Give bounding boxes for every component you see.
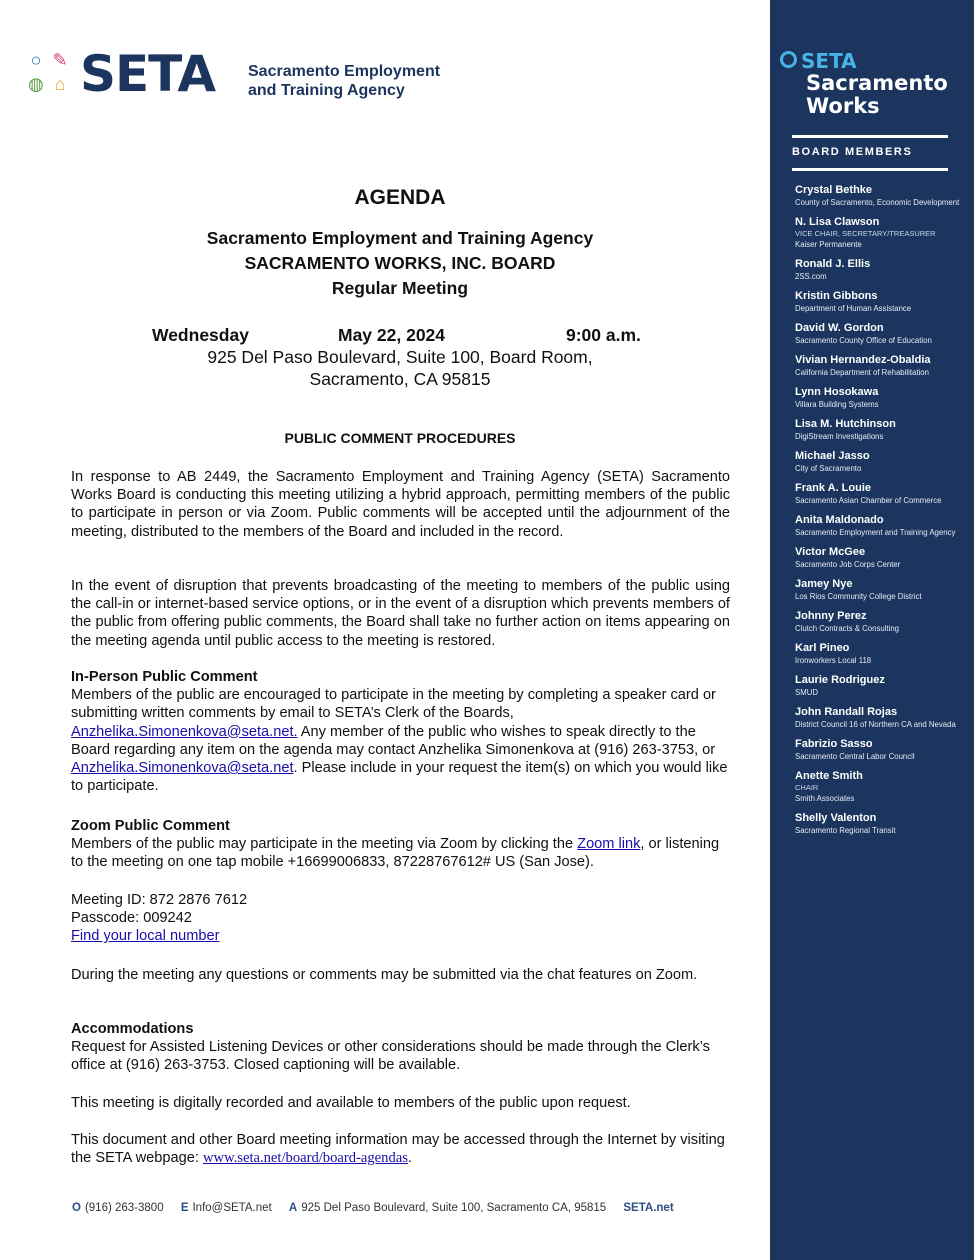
member-affiliation: Sacramento Asian Chamber of Commerce (795, 496, 942, 505)
footer-phone (72, 1202, 164, 1214)
member-name: N. Lisa Clawson (795, 216, 880, 228)
meeting-time: 9:00 a.m. (566, 325, 641, 345)
sidebar-brand-line2: Works (806, 94, 880, 118)
board-member (795, 545, 970, 570)
footer-email-label: E (180, 1202, 189, 1214)
zoom-link[interactable]: Zoom link (577, 836, 641, 853)
sacramento-works-logo (780, 50, 970, 118)
pencil-icon: ✎ (52, 50, 68, 70)
board-member (795, 417, 970, 442)
board-member (795, 183, 970, 208)
member-name: Karl Pineo (795, 642, 850, 654)
agency-name: Sacramento Employment and Training Agency (206, 228, 594, 248)
sidebar-brand-line1: Sacramento (806, 71, 948, 95)
footer-email (181, 1202, 272, 1214)
footer-email-value: Info@SETA.net (192, 1202, 272, 1214)
member-affiliation: Sacramento County Office of Education (795, 336, 932, 345)
meeting-address (60, 346, 740, 390)
member-name: Ronald J. Ellis (795, 258, 871, 270)
clerk-email-link-2[interactable]: Anzhelika.Simonenkova@seta.net (71, 760, 294, 777)
globe-icon: ◍ (28, 74, 44, 94)
board-member (795, 705, 970, 730)
agenda-title: AGENDA (354, 186, 446, 209)
board-members-sidebar (770, 0, 974, 1260)
logo-subtitle-line2: and Training Agency (248, 82, 405, 99)
member-affiliation: Villara Building Systems (795, 400, 879, 409)
member-affiliation: Sacramento Regional Transit (795, 826, 896, 835)
member-affiliation: SMUD (795, 688, 818, 697)
member-name: Crystal Bethke (795, 184, 873, 196)
board-members-heading: BOARD MEMBERS (792, 146, 913, 158)
accommodations-heading: Accommodations (71, 1021, 194, 1037)
logo-subtitle-line1: Sacramento Employment (248, 63, 441, 80)
procedures-paragraph-2: In the event of disruption that prevents broadcasting of the meeting to members of the public using the call-in or internet-based service options, or in the event of a disruption which prevents members of the public from offering public comments, the Board shall take no further action on items appearing on the meeting agenda until public access to the meeting is restored. (71, 578, 730, 649)
internet-access-note (71, 1131, 730, 1167)
meeting-type: Regular Meeting (331, 278, 469, 298)
member-affiliation: DigiStream Investigations (795, 432, 884, 441)
member-affiliation: California Department of Rehabilitation (795, 368, 929, 377)
access-text-a: This document and other Board meeting information may be accessed through the Internet by visiting the SETA webpage: (71, 1132, 725, 1167)
member-role: CHAIR (795, 783, 819, 792)
address-line2: Sacramento, CA 95815 (309, 369, 491, 389)
member-affiliation: Clutch Contracts & Consulting (795, 624, 900, 633)
zoom-heading: Zoom Public Comment (71, 818, 230, 834)
clerk-email-link[interactable]: Anzhelika.Simonenkova@seta.net. (71, 723, 298, 740)
procedures-title: PUBLIC COMMENT PROCEDURES (284, 430, 516, 446)
member-affiliation: District Council 16 of Northern CA and Nevada (795, 720, 956, 729)
board-member (795, 481, 970, 506)
board-member (795, 353, 970, 378)
member-name: Shelly Valenton (795, 812, 877, 824)
board-member (795, 609, 970, 634)
search-icon: ○ (30, 50, 42, 70)
member-affiliation: Department of Human Assistance (795, 304, 912, 313)
procedures-paragraph-1: In response to AB 2449, the Sacramento Employment and Training Agency (SETA) Sacramento Works Board is conducting this meeting utilizing a hybrid approach, permitting members of the public to participate in person or via Zoom. Public comments will be accepted until the adjournment of the meeting, distributed to the members of the Board and included in the record. (71, 469, 730, 540)
meeting-day: Wednesday (152, 325, 249, 345)
board-members-list (795, 183, 970, 843)
board-member (795, 769, 970, 804)
zoom-text (71, 835, 730, 871)
sidebar-divider-top (792, 135, 948, 138)
home-icon: ⌂ (54, 74, 66, 94)
zoom-credentials (71, 891, 730, 946)
member-name: Johnny Perez (795, 610, 867, 622)
in-person-heading: In-Person Public Comment (71, 669, 258, 685)
footer-address (289, 1202, 606, 1214)
board-member (795, 385, 970, 410)
footer-phone-value: (916) 263-3800 (84, 1202, 164, 1214)
logo-subtitle (248, 62, 468, 100)
member-affiliation: County of Sacramento, Economic Development (795, 198, 960, 207)
footer-address-value: 925 Del Paso Boulevard, Suite 100, Sacramento CA, 95815 (301, 1202, 607, 1214)
chat-note: During the meeting any questions or comments may be submitted via the chat features on Zoom. (71, 967, 698, 983)
in-person-text (71, 686, 730, 795)
member-affiliation: 2SS.com (795, 272, 827, 281)
member-name: Lynn Hosokawa (795, 386, 879, 398)
board-member (795, 289, 970, 314)
member-affiliation: Sacramento Job Corps Center (795, 560, 901, 569)
member-name: Vivian Hernandez-Obaldia (795, 354, 931, 366)
member-role: VICE CHAIR, SECRETARY/TREASURER (795, 229, 936, 238)
recorded-note: This meeting is digitally recorded and available to members of the public upon request. (71, 1095, 631, 1111)
member-name: David W. Gordon (795, 322, 884, 334)
board-member (795, 811, 970, 836)
member-name: Frank A. Louie (795, 482, 871, 494)
board-member (795, 513, 970, 538)
meeting-id: Meeting ID: 872 2876 7612 (71, 892, 248, 908)
meeting-date: May 22, 2024 (338, 325, 446, 345)
member-name: Anita Maldonado (795, 514, 884, 526)
member-affiliation: Ironworkers Local 118 (795, 656, 872, 665)
member-name: John Randall Rojas (795, 706, 898, 718)
seta-logo (26, 45, 466, 104)
meeting-heading (60, 226, 740, 301)
footer-phone-label: O (72, 1202, 81, 1214)
member-affiliation: City of Sacramento (795, 464, 862, 473)
sidebar-seta (780, 50, 970, 72)
footer-website: SETA.net (623, 1202, 674, 1214)
member-name: Laurie Rodriguez (795, 674, 885, 686)
board-member (795, 257, 970, 282)
zoom-section (71, 817, 730, 872)
board-member (795, 321, 970, 346)
in-person-text-c: . Please include in your request the item(s) on which you would like to participate. (71, 760, 728, 795)
member-name: Jamey Nye (795, 578, 853, 590)
board-member (795, 641, 970, 666)
accommodations-section (71, 1020, 730, 1075)
accommodations-text: Request for Assisted Listening Devices or other considerations should be made through the Clerk’s office at (916) 263-3753. Closed captioning will be available. (71, 1039, 710, 1074)
board-member (795, 673, 970, 698)
logo-icon-cluster (26, 50, 74, 98)
board-member (795, 215, 970, 250)
seta-ring-icon (780, 51, 797, 68)
in-person-text-a: Members of the public are encouraged to participate in the meeting by completing a speaker card or submitting written comments by email to SETA’s Clerk of the Boards, (71, 687, 716, 722)
board-member (795, 449, 970, 474)
footer-address-label: A (288, 1202, 298, 1214)
board-name: SACRAMENTO WORKS, INC. BOARD (244, 253, 556, 273)
sidebar-seta-text: SETA (801, 49, 857, 73)
member-name: Michael Jasso (795, 450, 870, 462)
member-affiliation: Kaiser Permanente (795, 240, 862, 249)
in-person-section (71, 668, 730, 795)
address-line1: 925 Del Paso Boulevard, Suite 100, Board Room, (207, 347, 593, 367)
board-agendas-link[interactable]: www.seta.net/board/board-agendas (202, 1150, 408, 1167)
board-member (795, 577, 970, 602)
sidebar-divider-bottom (792, 168, 948, 171)
member-affiliation: Los Rios Community College District (795, 592, 922, 601)
meeting-datetime (152, 325, 650, 347)
member-name: Victor McGee (795, 546, 866, 558)
board-member (795, 737, 970, 762)
find-local-number-link[interactable]: Find your local number (71, 928, 220, 945)
member-name: Anette Smith (795, 770, 863, 782)
member-name: Fabrizio Sasso (795, 738, 873, 750)
member-affiliation: Sacramento Employment and Training Agency (795, 528, 956, 537)
page-footer (72, 1202, 762, 1220)
member-name: Kristin Gibbons (795, 290, 878, 302)
member-name: Lisa M. Hutchinson (795, 418, 896, 430)
in-person-text-b: Any member of the public who wishes to speak directly to the Board regarding any item on the agenda may contact Anzhelika Simonenkova at (916) 263-3753, or (71, 723, 716, 758)
zoom-text-a: Members of the public may participate in the meeting via Zoom by clicking the (71, 836, 578, 853)
passcode: Passcode: 009242 (71, 910, 192, 927)
member-affiliation: Sacramento Central Labor Council (795, 752, 915, 761)
logo-wordmark: SETA (80, 45, 216, 103)
access-text-b: . (407, 1150, 412, 1167)
zoom-text-b: , or listening to the meeting on one tap mobile +16699006833, 87228767612# US (San Jose). (71, 836, 720, 871)
member-affiliation: Smith Associates (795, 794, 855, 803)
